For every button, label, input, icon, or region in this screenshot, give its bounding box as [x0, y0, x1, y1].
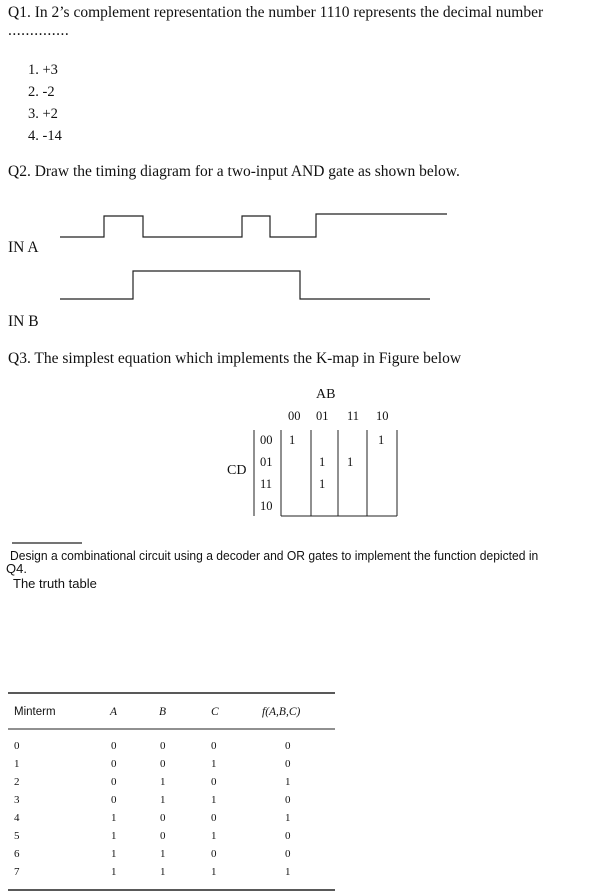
- truth-table-lines: [8, 693, 335, 890]
- cell-a: 1: [111, 848, 117, 860]
- th-minterm: Minterm: [14, 706, 56, 718]
- cell-f: 0: [285, 848, 291, 860]
- kmap-cell: 1: [378, 433, 385, 447]
- cell-f: 0: [285, 758, 291, 770]
- th-b: B: [159, 706, 167, 718]
- cell-c: 0: [211, 848, 217, 860]
- th-c: C: [211, 706, 219, 718]
- cell-a: 1: [111, 866, 117, 878]
- cell-minterm: 3: [14, 794, 20, 806]
- cell-a: 1: [111, 812, 117, 824]
- cell-f: 1: [285, 866, 291, 878]
- cell-minterm: 4: [14, 812, 20, 824]
- kmap-col-label-11: 11: [347, 409, 360, 423]
- cell-a: 1: [111, 830, 117, 842]
- q4-instruction: Design a combinational circuit using a decoder and OR gates to implement the function depicted in: [10, 548, 539, 563]
- cell-minterm: 7: [14, 866, 20, 878]
- cell-f: 1: [285, 776, 291, 788]
- cell-minterm: 5: [14, 830, 20, 842]
- cell-b: 0: [160, 830, 166, 842]
- kmap-cell: 1: [319, 455, 326, 469]
- waveform-in-a: [60, 214, 447, 237]
- kmap-col-label-00: 00: [288, 409, 301, 423]
- cell-f: 1: [285, 812, 291, 824]
- th-a: A: [110, 706, 118, 718]
- cell-c: 1: [211, 830, 217, 842]
- kmap-col-label-10: 10: [376, 409, 389, 423]
- cell-f: 0: [285, 740, 291, 752]
- label-in-a: IN A: [8, 239, 39, 256]
- q4-label: Q4.: [6, 561, 27, 576]
- q1-blank: ..............: [8, 22, 70, 39]
- cell-f: 0: [285, 830, 291, 842]
- cell-minterm: 0: [14, 740, 20, 752]
- q1-option-2: 2. -2: [28, 84, 55, 100]
- kmap-row-label-11: 11: [260, 477, 273, 491]
- cell-b: 0: [160, 758, 166, 770]
- cell-a: 0: [111, 740, 117, 752]
- truth-table-caption: The truth table: [13, 576, 97, 591]
- cell-minterm: 2: [14, 776, 20, 788]
- cell-c: 0: [211, 812, 217, 824]
- cell-minterm: 6: [14, 848, 20, 860]
- cell-minterm: 1: [14, 758, 20, 770]
- cell-a: 0: [111, 776, 117, 788]
- kmap-row-var: CD: [227, 463, 247, 478]
- q1-question: Q1. In 2’s complement representation the number 1110 represents the decimal number: [8, 4, 544, 21]
- kmap-cell: 1: [289, 433, 296, 447]
- kmap-cell: 1: [319, 477, 326, 491]
- cell-b: 1: [160, 848, 166, 860]
- cell-b: 0: [160, 812, 166, 824]
- kmap-grid: [254, 430, 397, 516]
- cell-a: 0: [111, 758, 117, 770]
- q3-question: Q3. The simplest equation which implements the K-map in Figure below: [8, 350, 462, 367]
- cell-b: 1: [160, 866, 166, 878]
- cell-c: 1: [211, 758, 217, 770]
- kmap-cell: 1: [347, 455, 354, 469]
- cell-c: 1: [211, 866, 217, 878]
- cell-c: 0: [211, 776, 217, 788]
- kmap-col-label-01: 01: [316, 409, 329, 423]
- cell-b: 0: [160, 740, 166, 752]
- q1-option-4: 4. -14: [28, 128, 62, 144]
- q1-option-1: 1. +3: [28, 62, 58, 78]
- cell-c: 1: [211, 794, 217, 806]
- q2-question: Q2. Draw the timing diagram for a two-input AND gate as shown below.: [8, 163, 460, 180]
- cell-c: 0: [211, 740, 217, 752]
- kmap-row-label-10: 10: [260, 499, 273, 513]
- cell-b: 1: [160, 776, 166, 788]
- kmap-row-label-01: 01: [260, 455, 273, 469]
- label-in-b: IN B: [8, 313, 39, 330]
- q1-option-3: 3. +2: [28, 106, 58, 122]
- cell-b: 1: [160, 794, 166, 806]
- cell-f: 0: [285, 794, 291, 806]
- cell-a: 0: [111, 794, 117, 806]
- kmap-row-label-00: 00: [260, 433, 273, 447]
- waveform-in-b: [60, 271, 430, 299]
- kmap-col-var: AB: [316, 387, 336, 402]
- th-f: f(A,B,C): [262, 706, 301, 718]
